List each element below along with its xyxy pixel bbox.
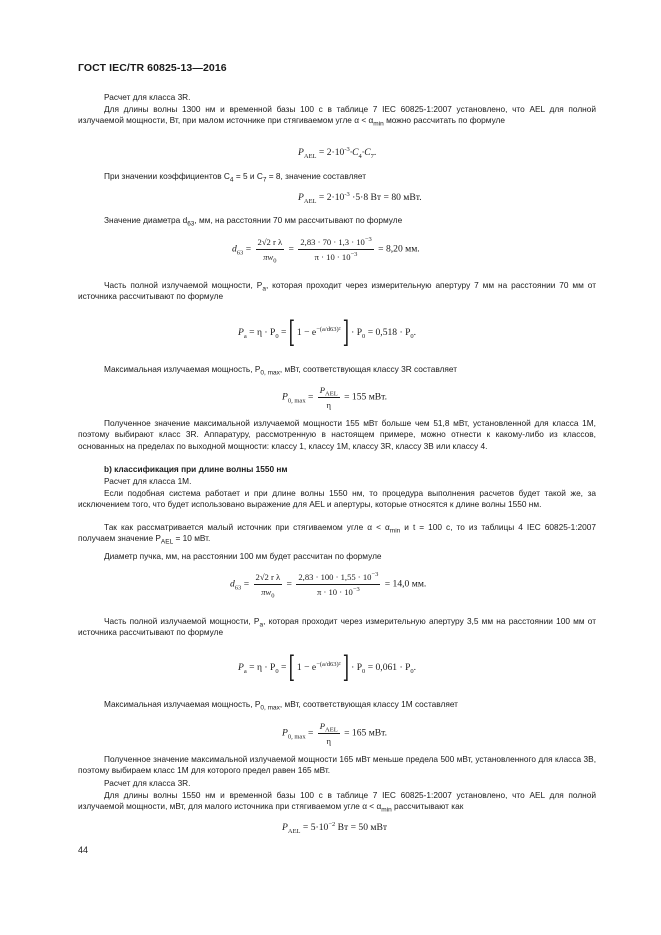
symbol: P bbox=[319, 721, 326, 731]
superscript: -3 bbox=[344, 145, 350, 153]
paragraph: Если подобная система работает и при длине волны 1550 нм, то процедура выполнения расчетов будет такой же, за исключением того, что будет использовано выражение для AEL и апертуры, которые относятся к длине волны 1550 нм. bbox=[78, 488, 596, 510]
symbol: P bbox=[282, 391, 288, 403]
subscript: 0 bbox=[362, 333, 366, 341]
numerator bbox=[296, 571, 380, 585]
text: = 0,518 · P bbox=[365, 327, 411, 339]
denominator bbox=[254, 585, 283, 598]
text: · P bbox=[351, 327, 363, 339]
text: = 14,0 мм. bbox=[384, 578, 427, 590]
text: = 2·10 bbox=[316, 192, 345, 203]
paragraph: Расчет для класса 3R. bbox=[104, 778, 191, 788]
subscript: 63 bbox=[236, 249, 244, 257]
superscript: −(a/d63)² bbox=[316, 326, 341, 334]
text: . bbox=[413, 327, 417, 339]
text: 2,83 · 70 · 1,3 · 10 bbox=[300, 237, 365, 247]
section-heading: b) классификация при длине волны 1550 нм bbox=[104, 464, 288, 474]
subscript: 0, max bbox=[260, 369, 280, 377]
symbol: P bbox=[298, 147, 304, 158]
text: = η · P bbox=[246, 662, 276, 674]
text: = 8, значение составляет bbox=[266, 171, 367, 181]
page-number: 44 bbox=[78, 845, 89, 855]
paragraph bbox=[78, 616, 596, 639]
subscript: 0, max bbox=[287, 397, 306, 405]
text: = 0,061 · P bbox=[365, 662, 411, 674]
text: Так как рассматривается малый источник при стягиваемом угле α < α bbox=[104, 522, 390, 532]
fraction bbox=[318, 384, 340, 411]
superscript: -3 bbox=[344, 190, 350, 198]
text: Расчет для класса 3R. bbox=[104, 92, 191, 102]
symbol: P bbox=[298, 192, 304, 203]
text: 1 − e bbox=[296, 327, 317, 339]
paragraph bbox=[78, 92, 596, 103]
paragraph bbox=[78, 104, 596, 127]
formula-pael-1 bbox=[298, 147, 376, 159]
paragraph: Полученное значение максимальной излучаемой мощности 165 мВт меньше предела 500 мВт, установленного для класса 3B, поэтому выбираем класс 1M для которого предел равен 165 мВт. bbox=[78, 754, 596, 776]
subscript: AEL bbox=[303, 197, 317, 205]
paragraph bbox=[78, 364, 596, 375]
subscript: a bbox=[262, 285, 266, 293]
text: Для длины волны 1550 нм и временной базы 100 с в таблице 7 IEC 60825-1:2007 установлено, что AEL для полной излучаемой мощности, мВт, для малого источника при стягиваемом угле α < α bbox=[78, 790, 596, 812]
denominator bbox=[256, 250, 285, 263]
numerator bbox=[318, 384, 340, 398]
symbol: P bbox=[319, 385, 326, 395]
denominator: η bbox=[326, 400, 331, 410]
subscript: AEL bbox=[303, 152, 317, 160]
symbol: ·C bbox=[349, 147, 359, 158]
subscript: 7 bbox=[370, 152, 374, 160]
subscript: 63 bbox=[187, 220, 195, 228]
paragraph bbox=[78, 699, 596, 710]
paragraph: Полученное значение максимальной излучаемой мощности 155 мВт больше чем 51,8 мВт, установленной для класса 1M, поэтому выбирают класс 3R. Аппаратуру, рассмотренную в настоящем примере, можно отнести к какому-либо из классов, основанных на пределах по выходной мощности: классу 1, классу 1M, классу 3R, классу 3B или классу 4. bbox=[78, 418, 596, 451]
text: , мм, на расстоянии 70 мм рассчитывают по формуле bbox=[194, 215, 403, 225]
symbol: πw bbox=[261, 587, 272, 597]
fraction bbox=[256, 236, 285, 263]
paragraph bbox=[78, 522, 596, 545]
paragraph bbox=[78, 790, 596, 813]
subscript: 0 bbox=[362, 668, 366, 676]
paragraph bbox=[78, 215, 596, 226]
numerator: 2√2 r λ bbox=[254, 571, 283, 585]
text: Часть полной излучаемой мощности, P bbox=[104, 280, 263, 290]
text: = 2·10 bbox=[316, 147, 345, 158]
text: Значение диаметра d bbox=[104, 215, 188, 225]
formula-pmax-1: $P_{0, max}$ = $\frac{P_{AEL}}{\eta}$ = 155 мВт. bbox=[282, 385, 388, 410]
superscript: −3 bbox=[371, 571, 379, 579]
numerator bbox=[318, 720, 340, 734]
numerator: 2√2 r λ bbox=[256, 236, 285, 250]
formula-pmax-2: $P_{0, max}$ = $\frac{P_{AEL}}{\eta}$ = 165 мВт. bbox=[282, 721, 388, 746]
symbol: d bbox=[230, 578, 235, 590]
subscript: 0 bbox=[410, 333, 414, 341]
left-bracket: [ bbox=[288, 315, 295, 350]
symbol: P bbox=[282, 727, 288, 739]
text: Для длины волны 1300 нм и временной базы 100 с в таблице 7 IEC 60825-1:2007 установлено, что AEL для полной излучаемой мощности, Вт, при малом источнике при стягиваемом угле α < α bbox=[78, 104, 596, 126]
text: 1 − e bbox=[296, 662, 317, 674]
text: При значении коэффициентов C bbox=[104, 171, 230, 181]
text: = 155 мВт. bbox=[344, 391, 388, 403]
subscript: 7 bbox=[262, 176, 267, 184]
subscript: AEL bbox=[160, 539, 174, 547]
subscript: 63 bbox=[234, 584, 242, 592]
subscript: a bbox=[243, 668, 247, 676]
denominator bbox=[296, 585, 380, 598]
subscript: a bbox=[259, 621, 264, 629]
formula-pael-3 bbox=[282, 822, 387, 834]
text: = 8,20 мм. bbox=[378, 243, 420, 255]
subscript: min bbox=[381, 807, 392, 815]
text: π · 10 · 10 bbox=[316, 587, 353, 597]
subscript: 0, max bbox=[260, 704, 280, 712]
text: можно рассчитать по формуле bbox=[383, 115, 505, 126]
denominator bbox=[298, 250, 373, 263]
text: Вт = 50 мВт bbox=[335, 822, 388, 833]
subscript: 0 bbox=[275, 668, 279, 676]
text: Максимальная излучаемая мощность, P bbox=[104, 364, 261, 374]
right-bracket: ] bbox=[342, 650, 350, 685]
subscript: 0 bbox=[271, 592, 275, 600]
text: = 10 мВт. bbox=[173, 533, 211, 544]
standard-header: ГОСТ IEC/TR 60825-13—2016 bbox=[78, 62, 227, 74]
paragraph bbox=[78, 171, 596, 182]
text: = 5 и C bbox=[233, 171, 263, 181]
subscript: 0, max bbox=[287, 733, 306, 741]
subscript: 0 bbox=[275, 333, 279, 341]
fraction bbox=[318, 720, 340, 747]
subscript: 4 bbox=[229, 176, 234, 184]
subscript: AEL bbox=[325, 390, 338, 398]
subscript: 4 bbox=[358, 152, 362, 160]
subscript: min bbox=[373, 121, 384, 129]
fraction bbox=[296, 571, 380, 598]
fraction bbox=[254, 571, 283, 598]
subscript: AEL bbox=[287, 827, 301, 835]
superscript: −2 bbox=[328, 820, 336, 828]
right-bracket: ] bbox=[342, 315, 350, 350]
paragraph: Диаметр пучка, мм, на расстоянии 100 мм будет рассчитан по формуле bbox=[104, 551, 382, 561]
text: , мВт, соответствующая классу 1M составляет bbox=[279, 699, 458, 709]
symbol: πw bbox=[263, 252, 274, 262]
formula-d63-1: $d_{63}$ = $\frac{\text{2√2 r λ}}{\pi w_0}$ = $\frac{2,83 \cdot 70 \cdot 1,3 \cdot 10^{-3}}{\pi \cdot 10 \cdot 10^{-3}}$ = 8,20 мм. bbox=[232, 236, 420, 265]
text: = 165 мВт. bbox=[344, 727, 388, 739]
text: = η · P bbox=[246, 327, 276, 339]
text: 2,83 · 100 · 1,55 · 10 bbox=[298, 572, 372, 582]
symbol: ·C bbox=[361, 147, 371, 158]
denominator: η bbox=[326, 736, 331, 746]
superscript: −3 bbox=[352, 586, 360, 594]
text: · P bbox=[351, 662, 363, 674]
symbol: d bbox=[232, 243, 237, 255]
formula-d63-2: $d_{63}$ = $\frac{\text{2√2 r λ}}{\pi w_0}$ = $\frac{2,83 \cdot 100 \cdot 1,55 \cdot 10^{-3}}{\pi \cdot 10 \cdot 10^{-3}}$ = 14,0 мм. bbox=[230, 571, 427, 600]
text: , которая проходит через измерительную апертуру 3,5 мм на расстоянии 100 мм от источника рассчитывают по формуле bbox=[78, 616, 596, 638]
text: Максимальная излучаемая мощность, P bbox=[104, 699, 261, 709]
paragraph: Расчет для класса 1M. bbox=[104, 476, 192, 486]
superscript: −3 bbox=[364, 236, 372, 244]
text: и t = 100 с, то из таблицы 4 IEC 60825-1:2007 получаем значение P bbox=[78, 522, 596, 544]
symbol: P bbox=[238, 662, 244, 674]
text: π · 10 · 10 bbox=[314, 252, 351, 262]
text: рассчитывают как bbox=[391, 801, 464, 812]
subscript: 0 bbox=[273, 257, 277, 265]
text: Часть полной излучаемой мощности, P bbox=[104, 616, 260, 626]
subscript: 0 bbox=[410, 668, 414, 676]
text: . bbox=[413, 662, 417, 674]
numerator bbox=[298, 236, 373, 250]
text: , которая проходит через измерительную апертуру 7 мм на расстоянии 70 мм от источника рассчитывают по формуле bbox=[78, 280, 596, 302]
formula-pael-2 bbox=[298, 192, 422, 204]
symbol: P bbox=[282, 822, 288, 833]
text: ·5·8 Вт = 80 мВт. bbox=[349, 192, 422, 203]
subscript: min bbox=[389, 527, 401, 535]
subscript: a bbox=[243, 333, 247, 341]
formula-pa-2: $P_a = \eta \cdot P_0$ = [ $1 - e^{-(a/d63)^2}$ ] · $P_0 = 0,061 \cdot P_0$. bbox=[238, 650, 417, 685]
fraction bbox=[298, 236, 373, 263]
subscript: AEL bbox=[325, 726, 338, 734]
symbol: P bbox=[238, 327, 244, 339]
left-bracket: [ bbox=[288, 650, 295, 685]
text: , мВт, соответствующая классу 3R составляет bbox=[279, 364, 458, 374]
superscript: −(a/d63)² bbox=[316, 661, 341, 669]
text: . bbox=[373, 147, 377, 158]
text: = 5·10 bbox=[300, 822, 329, 833]
paragraph bbox=[78, 280, 596, 303]
superscript: −3 bbox=[350, 251, 358, 259]
formula-pa-1: $P_a = \eta \cdot P_0$ = [ $1 - e^{-(a/d63)^2}$ ] · $P_0 = 0,518 \cdot P_0$. bbox=[238, 315, 417, 350]
